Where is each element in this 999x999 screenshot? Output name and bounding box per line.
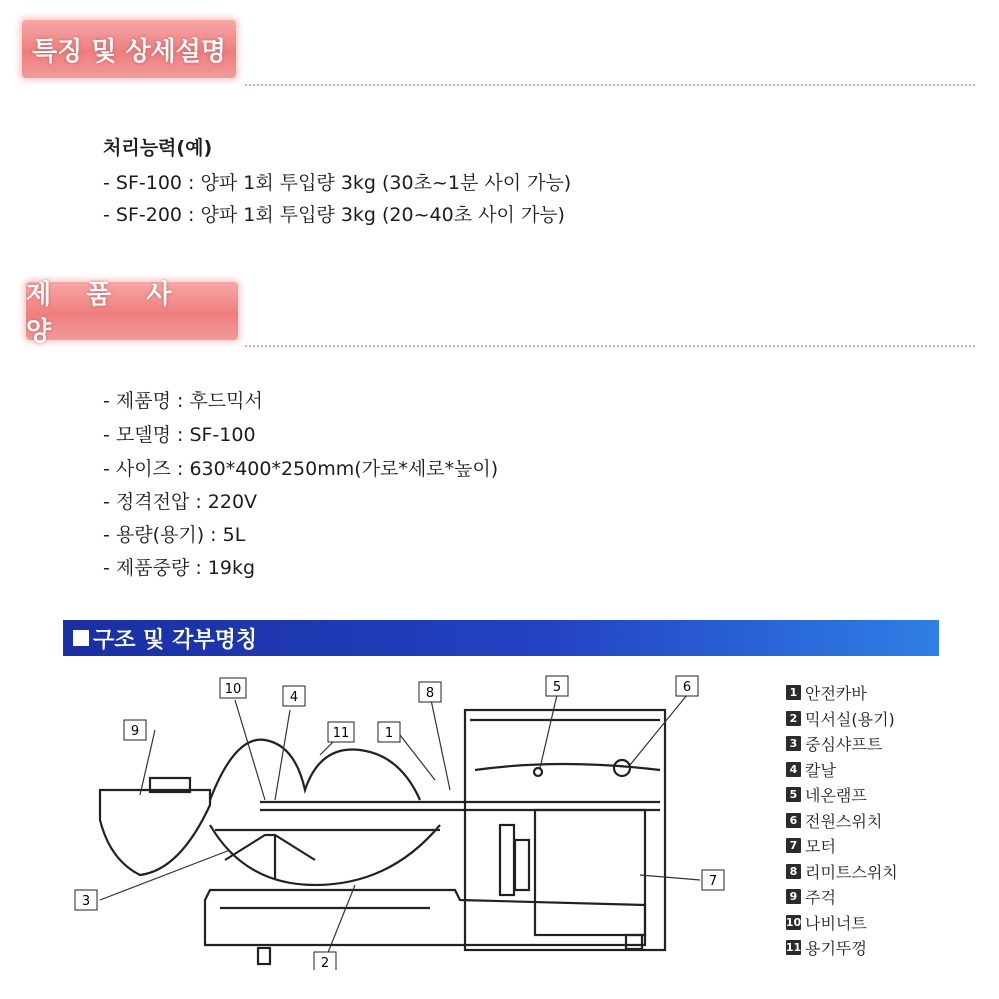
callout-2 (314, 952, 336, 970)
capacity-heading: 처리능력(예) (103, 137, 213, 159)
legend-item (786, 808, 898, 834)
legend-item (786, 884, 898, 910)
dotted-divider (245, 84, 975, 86)
legend-item (786, 757, 898, 783)
callout-5 (546, 676, 568, 696)
svg-text:11: 11 (332, 726, 350, 741)
legend-item (786, 731, 898, 757)
spec-model: - 모델명 : SF-100 (103, 424, 256, 446)
legend-label: 안전카바 (805, 684, 867, 704)
motor-housing (465, 710, 665, 950)
callout-11 (328, 722, 354, 742)
base-shape (205, 890, 645, 945)
svg-text:1: 1 (384, 726, 394, 741)
svg-text:9: 9 (130, 724, 140, 739)
callout-9 (124, 720, 146, 740)
callout-10 (220, 678, 246, 698)
legend-item (786, 910, 898, 936)
legend-label: 중심샤프트 (805, 735, 883, 755)
spec-product-name: - 제품명 : 후드믹서 (103, 390, 263, 412)
callout-8 (419, 682, 441, 702)
section-label-features: 특징 및 상세설명 (22, 20, 236, 78)
square-bullet-icon (73, 630, 89, 646)
legend-label: 믹서실(용기) (805, 709, 895, 729)
spec-size: - 사이즈 : 630*400*250mm(가로*세로*높이) (103, 458, 499, 480)
legend-item (786, 935, 898, 961)
legend-number: 8 (786, 864, 801, 879)
legend-number: 3 (786, 736, 801, 751)
svg-text:5: 5 (552, 680, 562, 695)
legend-item (786, 859, 898, 885)
legend-label: 칼날 (805, 760, 836, 780)
legend-number: 11 (785, 941, 802, 955)
section-label-specs: 제 품 사 양 (26, 282, 238, 340)
callout-4 (283, 686, 305, 706)
dotted-divider (245, 345, 975, 347)
svg-text:8: 8 (425, 686, 435, 701)
legend-label: 리미트스위치 (805, 862, 898, 882)
legend-item (786, 833, 898, 859)
power-switch (614, 760, 630, 776)
lid-shape (210, 740, 420, 800)
svg-text:2: 2 (320, 956, 330, 970)
svg-text:4: 4 (289, 690, 299, 705)
neon-lamp (534, 768, 542, 776)
capacity-line-sf100: - SF-100 : 양파 1회 투입량 3kg (30초~1분 사이 가능) (103, 172, 572, 194)
spec-capacity: - 용량(용기) : 5L (103, 524, 246, 546)
svg-text:10: 10 (224, 682, 242, 697)
spec-weight: - 제품중량 : 19kg (103, 557, 256, 579)
legend-item (786, 706, 898, 732)
svg-text:6: 6 (682, 680, 692, 695)
svg-text:3: 3 (81, 894, 91, 909)
legend-number: 1 (786, 685, 801, 700)
structure-title: 구조 및 각부명칭 (93, 627, 258, 653)
legend-number: 4 (786, 762, 801, 777)
spec-voltage: - 정격전압 : 220V (103, 491, 258, 513)
legend-label: 네온램프 (805, 786, 867, 806)
legend-label: 주걱 (805, 888, 836, 908)
legend-number: 2 (786, 711, 801, 726)
legend-label: 전원스위치 (805, 811, 883, 831)
parts-legend (786, 680, 898, 961)
bowl-shape (210, 825, 440, 885)
legend-label: 용기뚜껑 (805, 939, 867, 959)
structure-title-bar (63, 620, 939, 656)
legend-number: 6 (786, 813, 801, 828)
svg-text:7: 7 (708, 874, 718, 889)
legend-label: 나비너트 (805, 913, 867, 933)
scoop-shape (100, 790, 210, 875)
legend-number: 7 (786, 838, 801, 853)
legend-item (786, 680, 898, 706)
callout-6 (676, 676, 698, 696)
callout-7 (702, 870, 724, 890)
motor-box (535, 810, 645, 935)
legend-number: 9 (786, 889, 801, 904)
legend-label: 모터 (805, 837, 836, 857)
callout-3 (75, 890, 97, 910)
legend-number: 10 (785, 915, 802, 929)
capacity-line-sf200: - SF-200 : 양파 1회 투입량 3kg (20~40초 사이 가능) (103, 204, 565, 226)
mixer-diagram (60, 660, 780, 970)
legend-item (786, 782, 898, 808)
legend-number: 5 (786, 787, 801, 802)
callout-1 (378, 722, 400, 742)
